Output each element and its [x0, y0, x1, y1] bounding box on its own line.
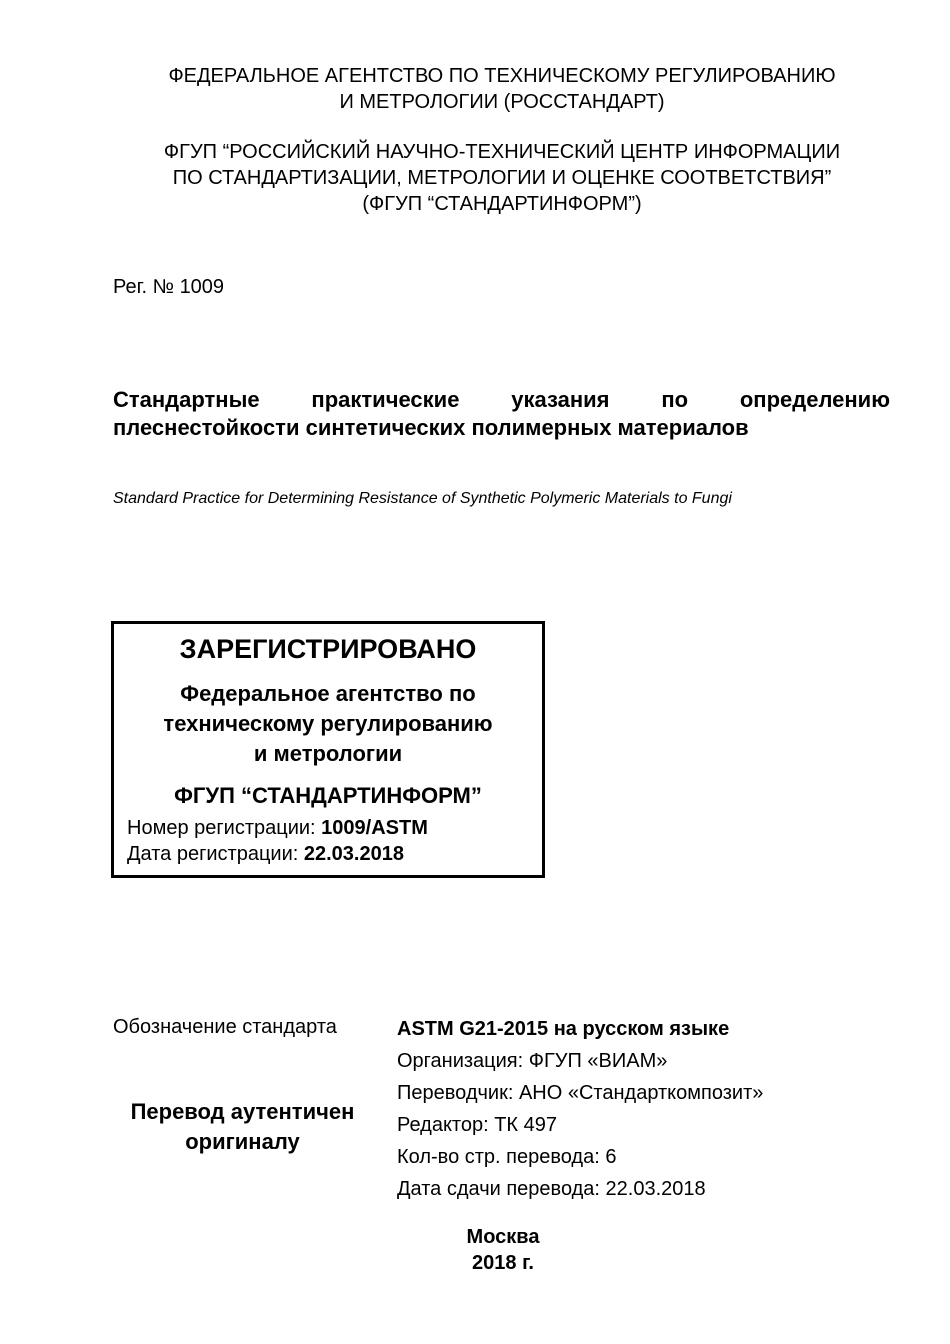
city: Москва	[466, 1226, 540, 1248]
organization: Организация: ФГУП «ВИАМ»	[397, 1050, 668, 1072]
stamp-date-label: Дата регистрации:	[127, 843, 304, 865]
title-ru-line-2: плеснестойкости синтетических полимерных материалов	[113, 415, 749, 440]
agency-name-line-1: ФЕДЕРАЛЬНОЕ АГЕНТСТВО ПО ТЕХНИЧЕСКОМУ РЕГУЛИРОВАНИЮ	[168, 65, 836, 87]
stamp-registration-number	[127, 815, 428, 841]
stamp-organization: ФГУП “СТАНДАРТИНФОРМ”	[174, 783, 482, 808]
document-title-ru	[113, 386, 890, 442]
translation-delivery-date: Дата сдачи перевода: 22.03.2018	[397, 1178, 706, 1200]
registration-number: Рег. № 1009	[113, 276, 225, 298]
translation-page-count: Кол-во стр. перевода: 6	[397, 1146, 617, 1168]
stamp-agency-line-1: Федеральное агентство по	[180, 681, 476, 706]
designation-label: Обозначение стандарта	[113, 1016, 337, 1038]
agency-name-line-2: И МЕТРОЛОГИИ (РОССТАНДАРТ)	[339, 91, 665, 113]
authentic-line-2: оригиналу	[185, 1129, 300, 1154]
authentic-line-1: Перевод аутентичен	[130, 1099, 355, 1124]
stamp-reg-value: 1009/ASTM	[321, 817, 428, 839]
registration-stamp	[111, 621, 545, 878]
stamp-date-value: 22.03.2018	[303, 843, 404, 865]
document-title-en: Standard Practice for Determining Resistance of Synthetic Polymeric Materials to Fungi	[113, 490, 732, 507]
editor: Редактор: ТК 497	[397, 1114, 557, 1136]
authentic-translation-note	[110, 1097, 375, 1157]
stamp-heading: ЗАРЕГИСТРИРОВАНО	[179, 634, 477, 664]
stamp-agency-line-3: и метрологии	[253, 741, 403, 766]
title-ru-line-1: Стандартные практические указания по определению	[113, 387, 890, 412]
year: 2018 г.	[472, 1252, 534, 1274]
stamp-reg-label: Номер регистрации:	[127, 817, 322, 839]
stamp-registration-date	[127, 841, 404, 867]
stamp-agency-line-2: техническому регулированию	[163, 711, 493, 736]
center-name-line-3: (ФГУП “СТАНДАРТИНФОРМ”)	[362, 193, 642, 215]
translator: Переводчик: АНО «Стандарткомпозит»	[397, 1082, 764, 1104]
center-name-line-1: ФГУП “РОССИЙСКИЙ НАУЧНО-ТЕХНИЧЕСКИЙ ЦЕНТР ИНФОРМАЦИИ	[163, 141, 841, 163]
center-name-line-2: ПО СТАНДАРТИЗАЦИИ, МЕТРОЛОГИИ И ОЦЕНКЕ СООТВЕТСТВИЯ”	[172, 167, 832, 189]
designation-value: ASTM G21-2015 на русском языке	[397, 1018, 730, 1040]
